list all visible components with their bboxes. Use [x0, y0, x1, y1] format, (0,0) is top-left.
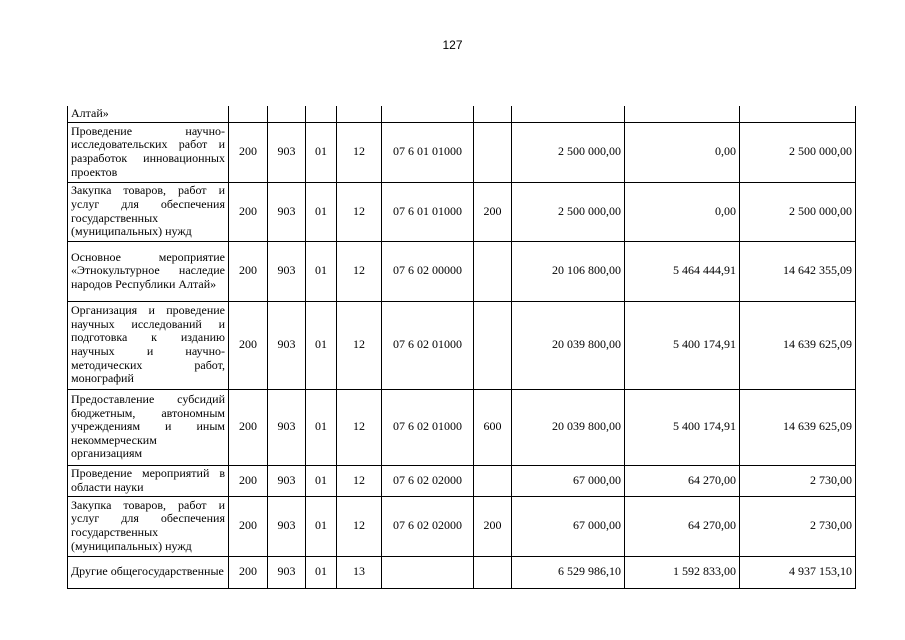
- cell-rz: 01: [306, 496, 337, 556]
- cell-sum-remaining: 4 937 153,10: [740, 556, 856, 588]
- cell-pr: 12: [337, 496, 382, 556]
- cell-sum-remaining: 14 639 625,09: [740, 389, 856, 465]
- cell-csr: 07 6 02 02000: [382, 465, 474, 496]
- cell-sum-approved: 67 000,00: [512, 465, 625, 496]
- cell-sum-approved: 6 529 986,10: [512, 556, 625, 588]
- cell-csr: 07 6 02 02000: [382, 496, 474, 556]
- cell-ved: 903: [268, 496, 306, 556]
- cell-vr: 200: [474, 182, 512, 241]
- cell-ved: 903: [268, 465, 306, 496]
- cell-pr: 12: [337, 465, 382, 496]
- table-row: [68, 182, 856, 241]
- row-name: Основное мероприятие «Этнокультурное наследие народов Республики Алтай»: [68, 241, 229, 301]
- cell-rz: 01: [306, 301, 337, 389]
- cell-sum-remaining: 2 500 000,00: [740, 122, 856, 182]
- cell-ved: 903: [268, 122, 306, 182]
- cell-ved: [268, 106, 306, 122]
- cell-rz: 01: [306, 465, 337, 496]
- row-name: Закупка товаров, работ и услуг для обеспечения государственных (муниципальных) нужд: [68, 182, 229, 241]
- cell-gr: [229, 106, 268, 122]
- cell-pr: 12: [337, 182, 382, 241]
- cell-sum-executed: 0,00: [625, 122, 740, 182]
- cell-gr: 200: [229, 556, 268, 588]
- cell-sum-remaining: 14 639 625,09: [740, 301, 856, 389]
- cell-sum-executed: [625, 106, 740, 122]
- cell-sum-approved: 67 000,00: [512, 496, 625, 556]
- row-name: Закупка товаров, работ и услуг для обеспечения государственных (муниципальных) нужд: [68, 496, 229, 556]
- cell-csr: 07 6 02 01000: [382, 301, 474, 389]
- cell-pr: 12: [337, 389, 382, 465]
- cell-pr: 12: [337, 301, 382, 389]
- row-name: Проведение мероприятий в области науки: [68, 465, 229, 496]
- table-row: [68, 496, 856, 556]
- cell-sum-approved: [512, 106, 625, 122]
- cell-gr: 200: [229, 182, 268, 241]
- cell-vr: [474, 106, 512, 122]
- cell-sum-executed: 64 270,00: [625, 496, 740, 556]
- table-row: [68, 122, 856, 182]
- row-name: Другие общегосударственные: [68, 556, 229, 588]
- cell-gr: 200: [229, 301, 268, 389]
- cell-gr: 200: [229, 241, 268, 301]
- cell-sum-executed: 5 464 444,91: [625, 241, 740, 301]
- cell-vr: 200: [474, 496, 512, 556]
- cell-rz: 01: [306, 556, 337, 588]
- cell-rz: 01: [306, 182, 337, 241]
- cell-pr: 12: [337, 122, 382, 182]
- cell-vr: [474, 241, 512, 301]
- cell-pr: [337, 106, 382, 122]
- cell-sum-approved: 20 039 800,00: [512, 301, 625, 389]
- cell-sum-approved: 20 106 800,00: [512, 241, 625, 301]
- cell-sum-executed: 1 592 833,00: [625, 556, 740, 588]
- cell-csr: [382, 556, 474, 588]
- cell-sum-executed: 5 400 174,91: [625, 301, 740, 389]
- budget-table: [67, 106, 856, 589]
- cell-sum-remaining: 14 642 355,09: [740, 241, 856, 301]
- cell-pr: 13: [337, 556, 382, 588]
- cell-gr: 200: [229, 389, 268, 465]
- cell-sum-approved: 2 500 000,00: [512, 122, 625, 182]
- cell-sum-remaining: 2 500 000,00: [740, 182, 856, 241]
- cell-gr: 200: [229, 465, 268, 496]
- table-row: [68, 301, 856, 389]
- table-row: [68, 106, 856, 122]
- row-name: Алтай»: [68, 106, 229, 122]
- cell-sum-remaining: 2 730,00: [740, 465, 856, 496]
- cell-sum-approved: 20 039 800,00: [512, 389, 625, 465]
- cell-rz: 01: [306, 389, 337, 465]
- page-number: 127: [442, 38, 463, 52]
- row-name: Проведение научно-исследовательских работ и разработок инновационных проектов: [68, 122, 229, 182]
- cell-ved: 903: [268, 389, 306, 465]
- cell-ved: 903: [268, 182, 306, 241]
- cell-ved: 903: [268, 241, 306, 301]
- row-name: Предоставление субсидий бюджетным, автономным учреждениям и иным некоммерческим организациям: [68, 389, 229, 465]
- cell-vr: [474, 465, 512, 496]
- cell-gr: 200: [229, 122, 268, 182]
- cell-ved: 903: [268, 556, 306, 588]
- cell-vr: [474, 556, 512, 588]
- cell-rz: 01: [306, 122, 337, 182]
- cell-sum-approved: 2 500 000,00: [512, 182, 625, 241]
- cell-ved: 903: [268, 301, 306, 389]
- table-row: [68, 556, 856, 588]
- cell-csr: 07 6 02 00000: [382, 241, 474, 301]
- table-row: [68, 465, 856, 496]
- table-row: [68, 241, 856, 301]
- cell-gr: 200: [229, 496, 268, 556]
- cell-vr: 600: [474, 389, 512, 465]
- cell-rz: [306, 106, 337, 122]
- cell-csr: [382, 106, 474, 122]
- cell-sum-remaining: 2 730,00: [740, 496, 856, 556]
- cell-rz: 01: [306, 241, 337, 301]
- cell-csr: 07 6 01 01000: [382, 122, 474, 182]
- cell-pr: 12: [337, 241, 382, 301]
- cell-csr: 07 6 01 01000: [382, 182, 474, 241]
- cell-sum-remaining: [740, 106, 856, 122]
- cell-vr: [474, 122, 512, 182]
- cell-csr: 07 6 02 01000: [382, 389, 474, 465]
- table-row: [68, 389, 856, 465]
- cell-sum-executed: 5 400 174,91: [625, 389, 740, 465]
- cell-vr: [474, 301, 512, 389]
- cell-sum-executed: 0,00: [625, 182, 740, 241]
- cell-sum-executed: 64 270,00: [625, 465, 740, 496]
- row-name: Организация и проведение научных исследований и подготовка к изданию научных и научно-методических работ, монографий: [68, 301, 229, 389]
